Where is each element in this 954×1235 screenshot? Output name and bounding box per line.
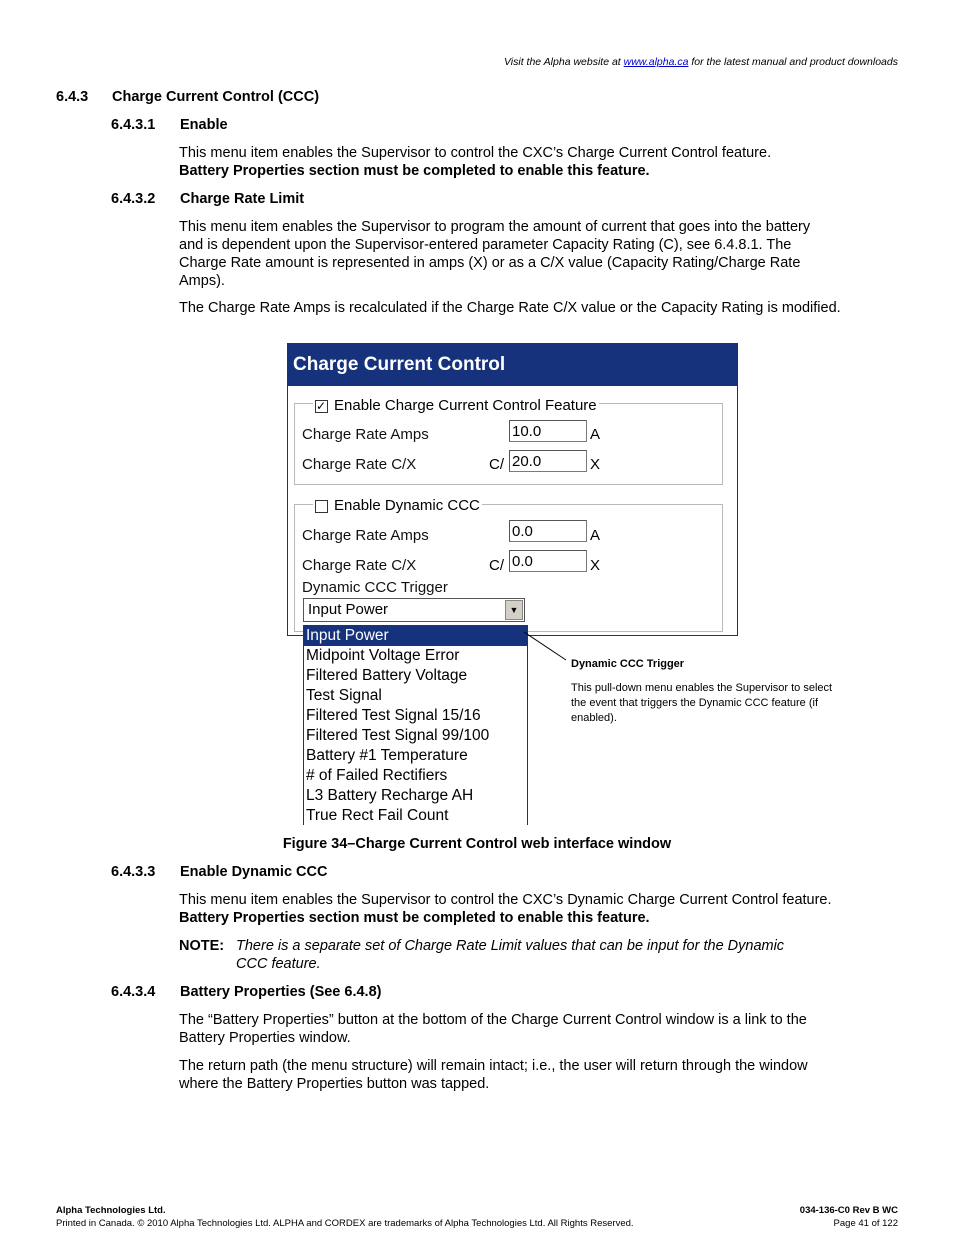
section-title: Charge Current Control (CCC)	[112, 89, 320, 105]
footer-left	[56, 1204, 634, 1230]
dropdown-option[interactable]: Midpoint Voltage Error	[306, 647, 460, 664]
header-note-suffix: for the latest manual and product downloads	[688, 56, 898, 68]
alpha-website-link[interactable]: www.alpha.ca	[623, 56, 689, 68]
ccc-feature-legend	[313, 397, 599, 415]
subsection-number: 6.4.3.4	[111, 984, 156, 1000]
dynamic-amps-unit: A	[590, 527, 601, 544]
enable-text: This menu item enables the Supervisor to control the CXC’s Charge Current Control feature.	[179, 145, 772, 161]
dropdown-option[interactable]: Filtered Battery Voltage	[306, 667, 468, 684]
dropdown-option[interactable]: L3 Battery Recharge AH	[306, 787, 474, 804]
subsection-dynamic-ccc-heading	[111, 864, 327, 880]
note-text: There is a separate set of Charge Rate Limit values that can be input for the Dynamic CCC feature.	[236, 938, 785, 972]
charge-rate-paragraph-1: This menu item enables the Supervisor to program the amount of current that goes into the battery and is dependent upon the Supervisor-entered parameter Capacity Rating (C), see 6.4.8.1. The Charge Rate amount is represented in amps (X) or as a C/X value (Capacity Rating/Charge Rate Amps).	[179, 219, 811, 289]
trigger-dropdown-list	[303, 625, 528, 825]
charge-rate-paragraph-2: The Charge Rate Amps is recalculated if the Charge Rate C/X value or the Capacity Rating is modified.	[179, 300, 841, 316]
header-note-prefix: Visit the Alpha website at	[503, 56, 624, 68]
dynamic-charge-rate-amps-input[interactable]: 0.0	[509, 520, 587, 542]
dynamic-charge-rate-amps-label: Charge Rate Amps	[302, 527, 429, 544]
amps-unit: A	[590, 426, 601, 443]
dropdown-option[interactable]: Input Power	[304, 626, 527, 646]
header-note	[504, 56, 898, 68]
dynamic-charge-rate-cx-label: Charge Rate C/X	[302, 557, 417, 574]
cx-prefix: C/	[489, 456, 504, 473]
cx-unit: X	[590, 456, 601, 473]
battery-properties-paragraph-1: The “Battery Properties” button at the bottom of the Charge Current Control window is a link to the Battery Properties window.	[179, 1012, 807, 1046]
footer-right	[800, 1204, 898, 1230]
dropdown-option[interactable]: Filtered Test Signal 15/16	[306, 707, 481, 724]
dynamic-ccc-text: This menu item enables the Supervisor to control the CXC’s Dynamic Charge Current Control feature.	[179, 892, 832, 908]
enable-dynamic-ccc-label: Enable Dynamic CCC	[334, 497, 480, 514]
dynamic-ccc-trigger-select[interactable]	[303, 598, 525, 622]
note-label: NOTE:	[179, 938, 225, 954]
subsection-charge-rate-limit-heading	[111, 191, 304, 207]
dynamic-ccc-trigger-label: Dynamic CCC Trigger	[302, 579, 448, 596]
dynamic-ccc-legend	[313, 497, 482, 515]
subsection-number: 6.4.3.3	[111, 864, 156, 880]
trigger-selected-value: Input Power	[308, 601, 389, 618]
subsection-title: Battery Properties (See 6.4.8)	[180, 984, 382, 1000]
subsection-enable-heading	[111, 117, 228, 133]
dynamic-ccc-bold-text: Battery Properties section must be completed to enable this feature.	[179, 910, 650, 926]
section-heading	[56, 89, 319, 105]
dynamic-cx-unit: X	[590, 557, 601, 574]
dropdown-option[interactable]: Test Signal	[306, 687, 382, 704]
subsection-title: Enable Dynamic CCC	[180, 864, 328, 880]
subsection-battery-properties-heading	[111, 984, 381, 1000]
subsection-title: Enable	[180, 117, 228, 133]
chevron-down-icon[interactable]: ▼	[505, 600, 523, 620]
enable-paragraph	[179, 144, 839, 180]
footer-company: Alpha Technologies Ltd.	[56, 1205, 166, 1216]
subsection-number: 6.4.3.2	[111, 191, 156, 207]
footer-doc-id: 034-136-C0 Rev B WC	[799, 1205, 898, 1216]
battery-properties-paragraph-2: The return path (the menu structure) will remain intact; i.e., the user will return through the window where the Battery Properties button was tapped.	[179, 1058, 808, 1092]
dynamic-ccc-paragraph	[179, 891, 839, 927]
charge-rate-amps-label: Charge Rate Amps	[302, 426, 429, 443]
enable-bold-text: Battery Properties section must be completed to enable this feature.	[179, 163, 650, 179]
footer-page-number: Page 41 of 122	[833, 1218, 898, 1229]
figure-caption: Figure 34–Charge Current Control web interface window	[282, 836, 672, 852]
enable-ccc-label: Enable Charge Current Control Feature	[334, 397, 597, 414]
subsection-number: 6.4.3.1	[111, 117, 156, 133]
charge-rate-cx-input[interactable]: 20.0	[509, 450, 587, 472]
enable-ccc-checkbox[interactable]	[315, 400, 328, 413]
dropdown-option[interactable]: True Rect Fail Count	[306, 807, 449, 824]
dynamic-charge-rate-cx-input[interactable]: 0.0	[509, 550, 587, 572]
callout-text: This pull-down menu enables the Supervisor to select the event that triggers the Dynamic CCC feature (if enabled).	[571, 682, 833, 724]
enable-dynamic-ccc-checkbox[interactable]	[315, 500, 328, 513]
window-title: Charge Current Control	[288, 344, 737, 386]
callout-leader-line	[520, 628, 570, 664]
subsection-title: Charge Rate Limit	[180, 191, 305, 207]
dropdown-option[interactable]: Filtered Test Signal 99/100	[306, 727, 490, 744]
dropdown-option[interactable]: # of Failed Rectifiers	[306, 767, 448, 784]
section-number: 6.4.3	[56, 89, 89, 105]
charge-rate-amps-input[interactable]: 10.0	[509, 420, 587, 442]
dropdown-option[interactable]: Battery #1 Temperature	[306, 747, 468, 764]
charge-rate-cx-label: Charge Rate C/X	[302, 456, 417, 473]
callout-title: Dynamic CCC Trigger	[571, 658, 685, 670]
footer-legal: Printed in Canada. © 2010 Alpha Technologies Ltd. ALPHA and CORDEX are trademarks of Alpha Technologies Ltd. All Rights Reserved.	[56, 1218, 634, 1229]
dynamic-cx-prefix: C/	[489, 557, 504, 574]
